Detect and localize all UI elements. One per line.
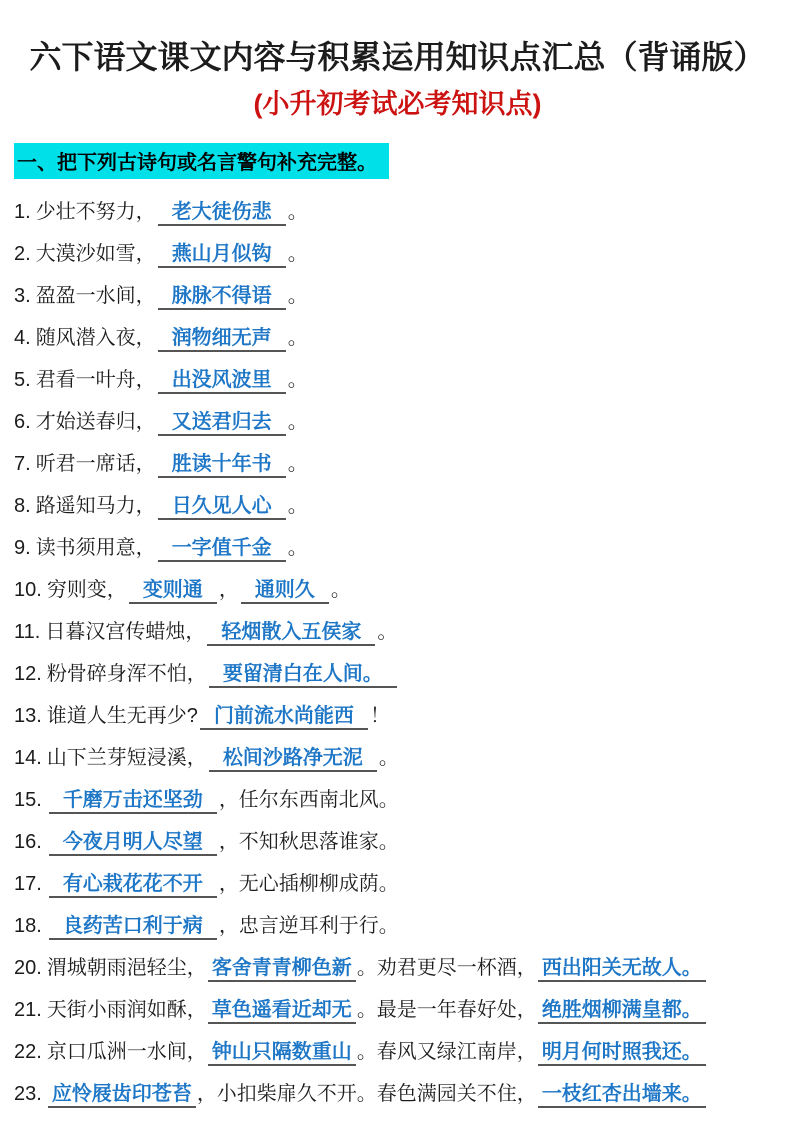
item-number: 11. [14,621,41,643]
item-text: 。 [377,621,398,643]
exercise-item [14,779,781,821]
item-text: 。最是一年春好处， [356,999,537,1021]
answer-blank: 脉脉不得语 [158,285,286,310]
answer-blank: 变则通 [129,579,217,604]
section-header-row [14,143,781,179]
item-text: 。 [378,747,399,769]
exercise-item [14,863,781,905]
item-text: 粉骨碎身浑不怕， [46,663,207,685]
item-text: ， [218,579,239,601]
answer-blank: 松间沙路净无泥 [209,747,377,772]
exercise-item [14,1073,781,1115]
item-number: 20. [14,957,42,979]
item-number: 10. [14,579,42,601]
section-header: 一、把下列古诗句或名言警句补充完整。 [14,143,389,179]
exercise-item [14,527,781,569]
answer-blank: 老大徒伤悲 [158,201,286,226]
item-text: 读书须用意， [35,537,156,559]
item-number: 18. [14,915,42,937]
exercise-item [14,989,781,1031]
answer-blank: 润物细无声 [158,327,286,352]
answer-blank: 日久见人心 [158,495,286,520]
item-text: 大漠沙如雪， [35,243,156,265]
item-text: 。 [287,285,308,307]
item-number: 13. [14,705,42,727]
item-text: ，小扣柴扉久不开。春色满园关不住， [196,1083,537,1105]
item-text: 听君一席话， [35,453,156,475]
exercise-item [14,695,781,737]
item-text: 京口瓜洲一水间， [46,1041,207,1063]
item-text: 。劝君更尽一杯酒， [356,957,537,979]
item-text: 。 [287,495,308,517]
answer-blank: 西出阳关无故人。 [538,957,706,982]
exercise-list [14,191,781,1115]
answer-blank: 一枝红杏出墙来。 [538,1083,706,1108]
exercise-item [14,737,781,779]
item-text: 。 [287,411,308,433]
item-text: 渭城朝雨浥轻尘， [46,957,207,979]
item-number: 17. [14,873,42,895]
answer-blank: 绝胜烟柳满皇都。 [538,999,706,1024]
item-number: 21. [14,999,42,1021]
item-number: 5. [14,369,31,391]
item-number: 12. [14,663,42,685]
item-text: ，任尔东西南北风。 [218,789,399,811]
item-text: 。 [287,369,308,391]
item-number: 1. [14,201,31,223]
answer-blank: 有心栽花花不开 [49,873,217,898]
item-number: 14. [14,747,42,769]
exercise-item [14,359,781,401]
item-number: 9. [14,537,31,559]
item-number: 3. [14,285,31,307]
item-number: 8. [14,495,31,517]
answer-blank: 轻烟散入五侯家 [207,621,375,646]
item-text: 才始送春归， [35,411,156,433]
item-text: 少壮不努力， [35,201,156,223]
item-text: 路遥知马力， [35,495,156,517]
answer-blank: 门前流水尚能西 [200,705,368,730]
item-text: ，忠言逆耳利于行。 [218,915,399,937]
item-text: 随风潜入夜， [35,327,156,349]
item-text: ，不知秋思落谁家。 [218,831,399,853]
item-number: 2. [14,243,31,265]
answer-blank: 客舍青青柳色新 [208,957,356,982]
item-number: 4. [14,327,31,349]
item-text: 。 [287,453,308,475]
exercise-item [14,1031,781,1073]
exercise-item [14,905,781,947]
item-number: 16. [14,831,42,853]
answer-blank: 明月何时照我还。 [538,1041,706,1066]
answer-blank: 良药苦口利于病 [49,915,217,940]
answer-blank: 胜读十年书 [158,453,286,478]
item-number: 15. [14,789,42,811]
answer-blank: 出没风波里 [158,369,286,394]
page-subtitle: (小升初考试必考知识点) [253,89,542,119]
answer-blank: 钟山只隔数重山 [208,1041,356,1066]
item-text: 穷则变， [46,579,127,601]
exercise-item [14,653,781,695]
item-number: 23. [14,1083,42,1105]
exercise-item [14,821,781,863]
answer-blank: 燕山月似钩 [158,243,286,268]
exercise-item [14,569,781,611]
item-number: 7. [14,453,31,475]
exercise-item [14,317,781,359]
item-text: 天街小雨润如酥， [46,999,207,1021]
item-number: 22. [14,1041,42,1063]
page-title: 六下语文课文内容与积累运用知识点汇总（背诵版） [29,39,766,75]
answer-blank: 又送君归去 [158,411,286,436]
exercise-item [14,191,781,233]
item-text: 君看一叶舟， [35,369,156,391]
exercise-item [14,233,781,275]
exercise-item [14,443,781,485]
exercise-item [14,485,781,527]
item-text: 。春风又绿江南岸， [356,1041,537,1063]
exercise-item [14,611,781,653]
answer-blank: 通则久 [241,579,329,604]
item-text: 。 [287,201,308,223]
item-text: 日暮汉宫传蜡烛， [45,621,206,643]
item-text: ，无心插柳柳成荫。 [218,873,399,895]
item-text: 山下兰芽短浸溪， [46,747,207,769]
answer-blank: 应怜屐齿印苍苔 [48,1083,196,1108]
answer-blank: 一字值千金 [158,537,286,562]
item-text: 谁道人生无再少? [46,705,198,727]
item-number: 6. [14,411,31,433]
item-text: 。 [287,537,308,559]
item-text: 。 [287,243,308,265]
exercise-item [14,401,781,443]
item-text: 。 [287,327,308,349]
item-text: 盈盈一水间， [35,285,156,307]
item-text: ！ [369,705,390,727]
answer-blank: 草色遥看近却无 [208,999,356,1024]
exercise-item [14,275,781,317]
exercise-item [14,947,781,989]
answer-blank: 今夜月明人尽望 [49,831,217,856]
answer-blank: 要留清白在人间。 [209,663,397,688]
answer-blank: 千磨万击还坚劲 [49,789,217,814]
item-text: 。 [330,579,351,601]
